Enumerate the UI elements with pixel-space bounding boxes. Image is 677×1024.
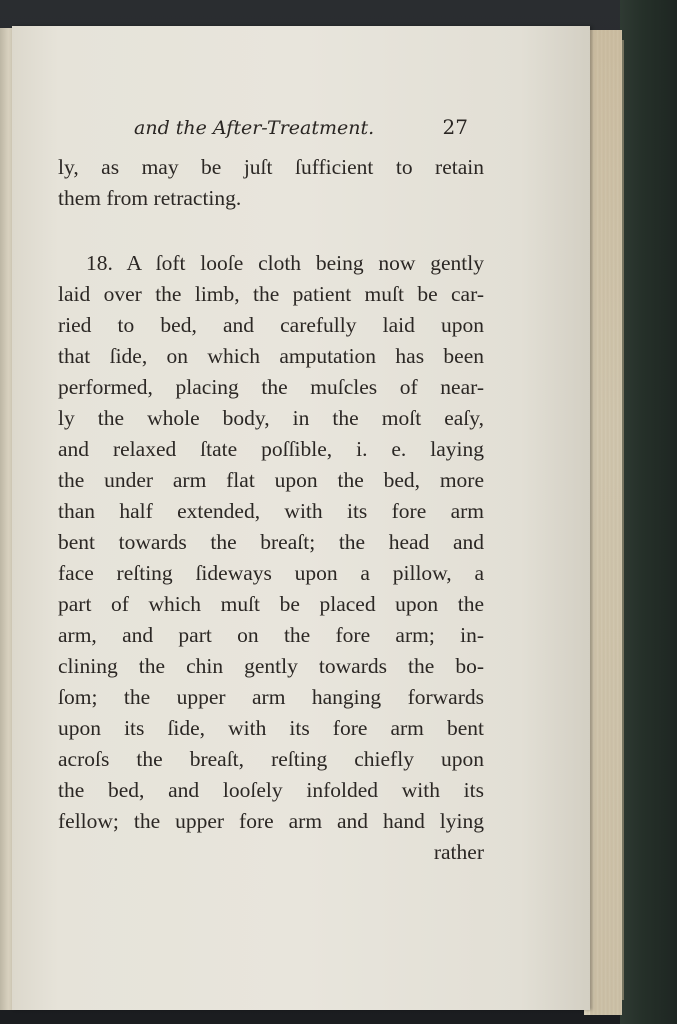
text-line: face reſting ſideways upon a pillow, a <box>58 561 484 585</box>
text-line: bent towards the breaſt; the head and <box>58 530 484 554</box>
text-line: the under arm flat upon the bed, more <box>58 468 484 492</box>
catchword: rather <box>433 840 484 864</box>
text-line: than half extended, with its fore arm <box>58 499 484 523</box>
body-text <box>58 152 484 868</box>
text-line: ly the whole body, in the moſt eaſy, <box>58 406 484 430</box>
text-line: acroſs the breaſt, reſting chiefly upon <box>58 747 484 771</box>
running-head-title: and the After-Treatment. <box>134 117 375 139</box>
text-line: and relaxed ſtate poſſible, i. e. laying <box>58 437 484 461</box>
text-line: clining the chin gently towards the bo- <box>58 654 484 678</box>
text-line: arm, and part on the fore arm; in- <box>58 623 484 647</box>
text-line: upon its ſide, with its fore arm bent <box>58 716 484 740</box>
page-number: 27 <box>442 115 468 139</box>
text-line: ried to bed, and carefully laid upon <box>58 313 484 337</box>
text-line: laid over the limb, the patient muſt be car- <box>58 282 484 306</box>
book-cover <box>620 0 677 1024</box>
page-edges-stain <box>590 30 622 1015</box>
text-line: ſom; the upper arm hanging forwards <box>58 685 484 709</box>
text-line: that ſide, on which amputation has been <box>58 344 484 368</box>
text-line: the bed, and looſely infolded with its <box>58 778 484 802</box>
text-line: ly, as may be juſt ſufficient to retain <box>58 155 484 179</box>
paragraph-first-line: 18. A ſoft looſe cloth being now gently <box>86 251 484 275</box>
text-line: them from retracting. <box>58 186 242 210</box>
text-line: part of which muſt be placed upon the <box>58 592 484 616</box>
text-line: fellow; the upper fore arm and hand lying <box>58 809 484 833</box>
text-line: performed, placing the muſcles of near- <box>58 375 484 399</box>
running-head <box>134 112 468 146</box>
